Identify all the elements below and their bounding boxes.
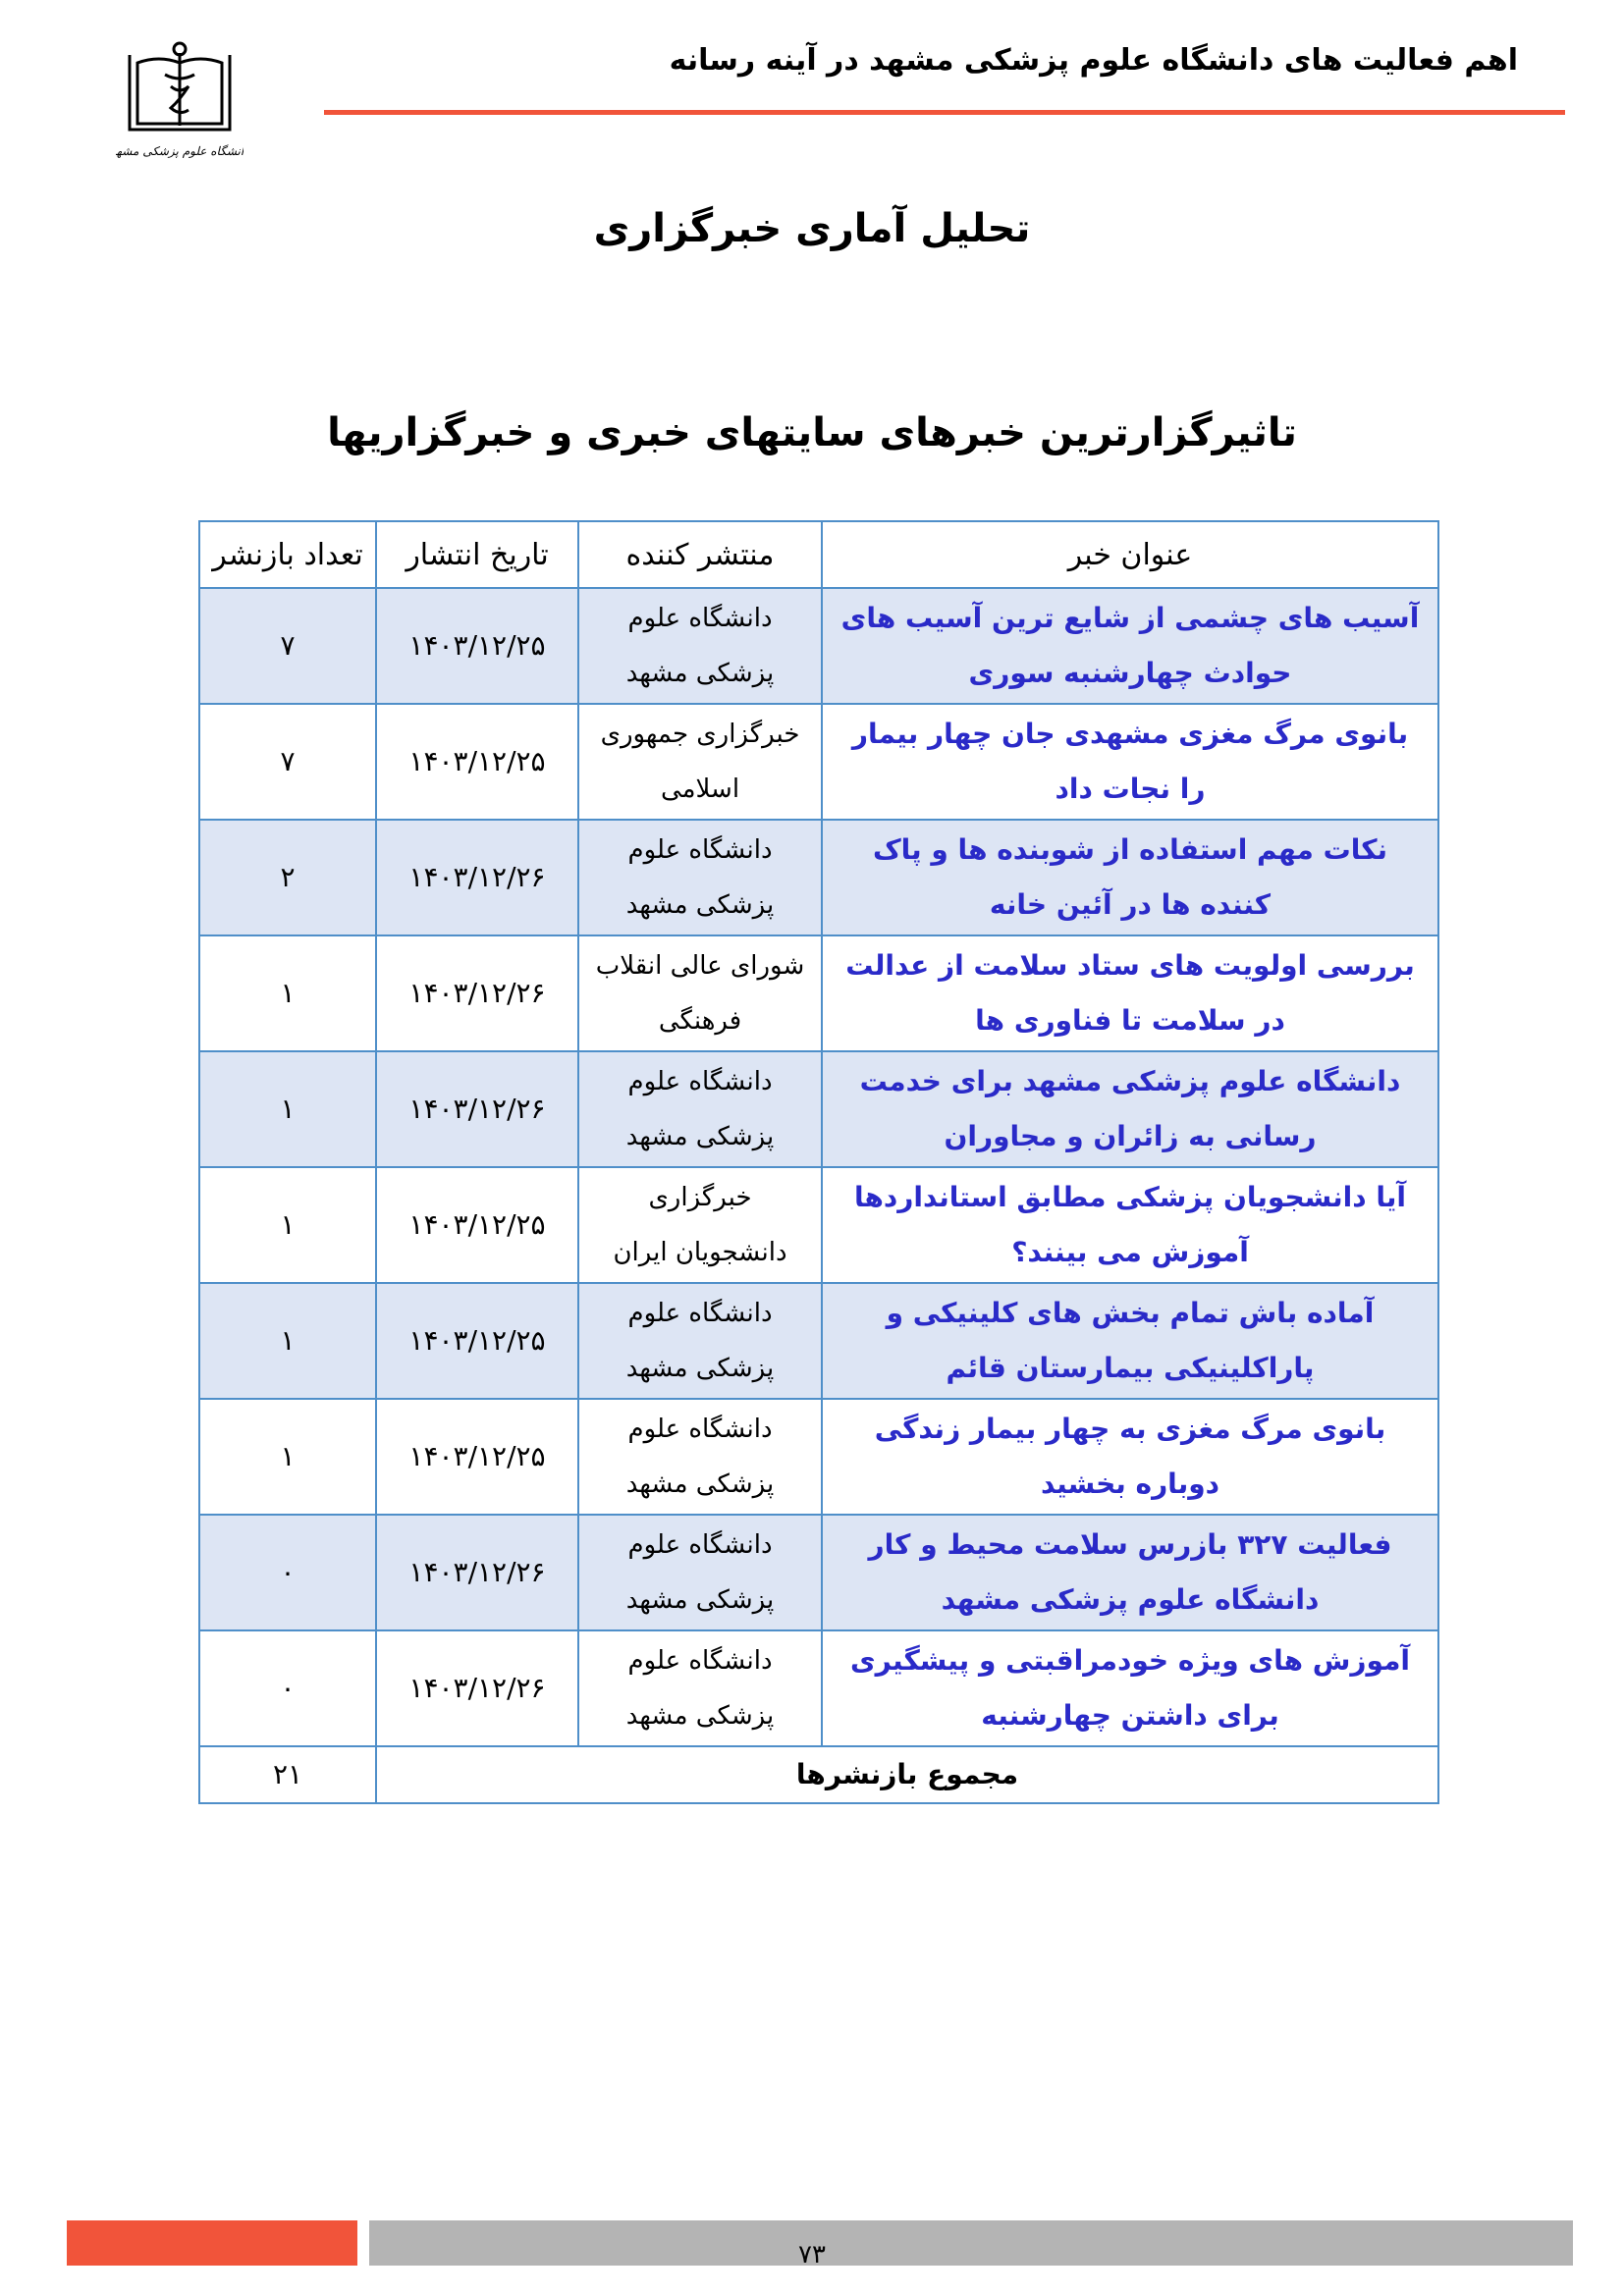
page-heading: تحلیل آماری خبرگزاری — [593, 206, 1031, 251]
publish-date: ۱۴۰۳/۱۲/۲۶ — [376, 1515, 578, 1630]
column-header-publisher: منتشر کننده — [578, 521, 822, 588]
republish-count: ۲ — [199, 820, 376, 935]
news-title[interactable]: نکات مهم استفاده از شوبنده ها و پاک کننده ها در آئین خانه — [822, 820, 1438, 935]
publisher: دانشگاه علوم پزشکی مشهد — [578, 1515, 822, 1630]
republish-count: ۱ — [199, 1283, 376, 1399]
table-row — [199, 1515, 1438, 1630]
publish-date: ۱۴۰۳/۱۲/۲۵ — [376, 588, 578, 704]
publisher: دانشگاه علوم پزشکی مشهد — [578, 1283, 822, 1399]
publisher: خبرگزاری جمهوری اسلامی — [578, 704, 822, 820]
page-number: ۷۳ — [798, 2240, 826, 2269]
publisher: دانشگاه علوم پزشکی مشهد — [578, 1399, 822, 1515]
total-value: ۲۱ — [199, 1746, 376, 1803]
news-title[interactable]: آموزش های ویژه خودمراقبتی و پیشگیری برای داشتن چهارشنبه — [822, 1630, 1438, 1746]
publisher: خبرگزاری دانشجویان ایران — [578, 1167, 822, 1283]
news-title[interactable]: آماده باش تمام بخش های کلینیکی و پاراکلینیکی بیمارستان قائم — [822, 1283, 1438, 1399]
table-row — [199, 1167, 1438, 1283]
column-header-date: تاریخ انتشار — [376, 521, 578, 588]
table-row — [199, 588, 1438, 704]
section-heading: تاثیرگزارترین خبرهای سایتهای خبری و خبرگزاریها — [327, 410, 1297, 455]
news-title[interactable]: آسیب های چشمی از شایع ترین آسیب های حوادث چهارشنبه سوری — [822, 588, 1438, 704]
publisher: شورای عالی انقلاب فرهنگی — [578, 935, 822, 1051]
republish-count: ۱ — [199, 935, 376, 1051]
publish-date: ۱۴۰۳/۱۲/۲۶ — [376, 1630, 578, 1746]
news-table — [198, 520, 1439, 1804]
news-title[interactable]: بانوی مرگ مغزی مشهدی جان چهار بیمار را نجات داد — [822, 704, 1438, 820]
logo-caption: دانشگاه علوم پزشکی مشهد — [116, 144, 244, 158]
table-row — [199, 935, 1438, 1051]
publish-date: ۱۴۰۳/۱۲/۲۵ — [376, 704, 578, 820]
news-title[interactable]: بررسی اولویت های ستاد سلامت از عدالت در سلامت تا فناوری ها — [822, 935, 1438, 1051]
news-title[interactable]: آیا دانشجویان پزشکی مطابق استانداردها آموزش می بینند؟ — [822, 1167, 1438, 1283]
publish-date: ۱۴۰۳/۱۲/۲۵ — [376, 1399, 578, 1515]
publisher: دانشگاه علوم پزشکی مشهد — [578, 1630, 822, 1746]
table-row — [199, 1283, 1438, 1399]
republish-count: ۷ — [199, 704, 376, 820]
republish-count: ۰ — [199, 1630, 376, 1746]
column-header-title: عنوان خبر — [822, 521, 1438, 588]
publish-date: ۱۴۰۳/۱۲/۲۵ — [376, 1167, 578, 1283]
header-title: اهم فعالیت های دانشگاه علوم پزشکی مشهد در آینه رسانه — [669, 43, 1518, 78]
republish-count: ۷ — [199, 588, 376, 704]
news-title[interactable]: فعالیت ۳۲۷ بازرس سلامت محیط و کار دانشگاه علوم پزشکی مشهد — [822, 1515, 1438, 1630]
table-row — [199, 1051, 1438, 1167]
total-label: مجموع بازنشرها — [376, 1746, 1438, 1803]
table-row — [199, 1399, 1438, 1515]
publish-date: ۱۴۰۳/۱۲/۲۶ — [376, 1051, 578, 1167]
republish-count: ۱ — [199, 1167, 376, 1283]
republish-count: ۰ — [199, 1515, 376, 1630]
column-header-count: تعداد بازنشر — [199, 521, 376, 588]
publisher: دانشگاه علوم پزشکی مشهد — [578, 820, 822, 935]
republish-count: ۱ — [199, 1051, 376, 1167]
news-title[interactable]: دانشگاه علوم پزشکی مشهد برای خدمت رسانی به زائران و مجاوران — [822, 1051, 1438, 1167]
table-row — [199, 704, 1438, 820]
publisher: دانشگاه علوم پزشکی مشهد — [578, 588, 822, 704]
news-title[interactable]: بانوی مرگ مغزی به چهار بیمار زندگی دوباره بخشید — [822, 1399, 1438, 1515]
table-header-row — [199, 521, 1438, 588]
total-row — [199, 1746, 1438, 1803]
header-rule — [324, 110, 1565, 115]
university-logo — [116, 35, 244, 163]
republish-count: ۱ — [199, 1399, 376, 1515]
logo-emblem-icon — [116, 35, 244, 163]
publisher: دانشگاه علوم پزشکی مشهد — [578, 1051, 822, 1167]
publish-date: ۱۴۰۳/۱۲/۲۶ — [376, 820, 578, 935]
table-row — [199, 820, 1438, 935]
publish-date: ۱۴۰۳/۱۲/۲۶ — [376, 935, 578, 1051]
publish-date: ۱۴۰۳/۱۲/۲۵ — [376, 1283, 578, 1399]
table-row — [199, 1630, 1438, 1746]
